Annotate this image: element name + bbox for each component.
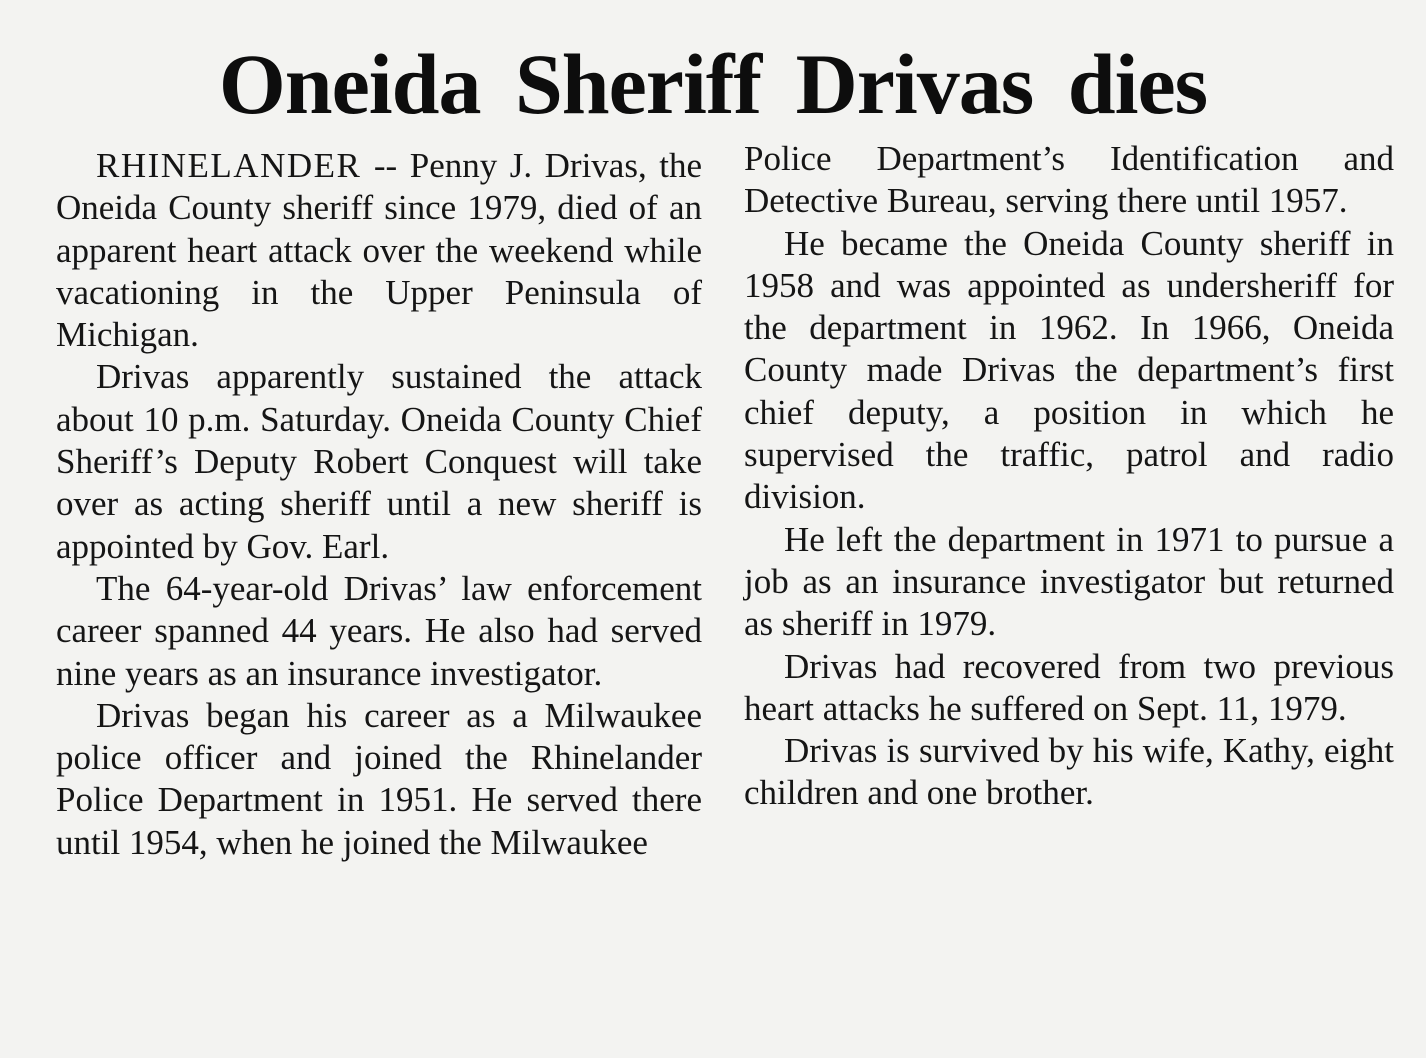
headline: Oneida Sheriff Drivas dies bbox=[218, 36, 1208, 132]
article-paragraph: Drivas had recovered from two previous heart attacks he suffered on Sept. 11, 1979. bbox=[744, 646, 1394, 728]
article-column-left bbox=[56, 145, 702, 864]
article-paragraph: The 64-year-old Drivas’ law enforcement career spanned 44 years. He also had served nine years as an insurance investigator. bbox=[56, 568, 702, 693]
article-paragraph: He left the department in 1971 to pursue a job as an insurance investigator but returned as sheriff in 1979. bbox=[744, 519, 1394, 644]
article-paragraph: Drivas is survived by his wife, Kathy, eight children and one brother. bbox=[744, 731, 1394, 813]
article-paragraph: Drivas apparently sustained the attack about 10 p.m. Saturday. Oneida County Chief Sheriff’s Deputy Robert Conquest will take over as acting sheriff until a new sheriff is appointed by Gov. Earl. bbox=[56, 357, 702, 566]
article-column-right bbox=[744, 138, 1394, 815]
article-paragraph: Drivas began his career as a Milwaukee police officer and joined the Rhinelander Police Department in 1951. He served there until 1954, when he joined the Milwaukee bbox=[56, 695, 702, 862]
dateline: RHINELANDER bbox=[96, 146, 362, 185]
article-paragraph-continued: Police Department’s Identification and Detective Bureau, serving there until 1957. bbox=[744, 139, 1394, 221]
article-paragraph: He became the Oneida County sheriff in 1958 and was appointed as undersheriff for the department in 1962. In 1966, Oneida County made Drivas the department’s first chief deputy, a position in which he supervised the traffic, patrol and radio division. bbox=[744, 223, 1394, 517]
article-paragraph bbox=[56, 145, 702, 356]
paragraph-text: -- Penny J. Drivas, the Oneida County sheriff since 1979, died of an apparent heart attack over the weekend while vacationing in the Upper Peninsula of Michigan. bbox=[56, 146, 702, 355]
